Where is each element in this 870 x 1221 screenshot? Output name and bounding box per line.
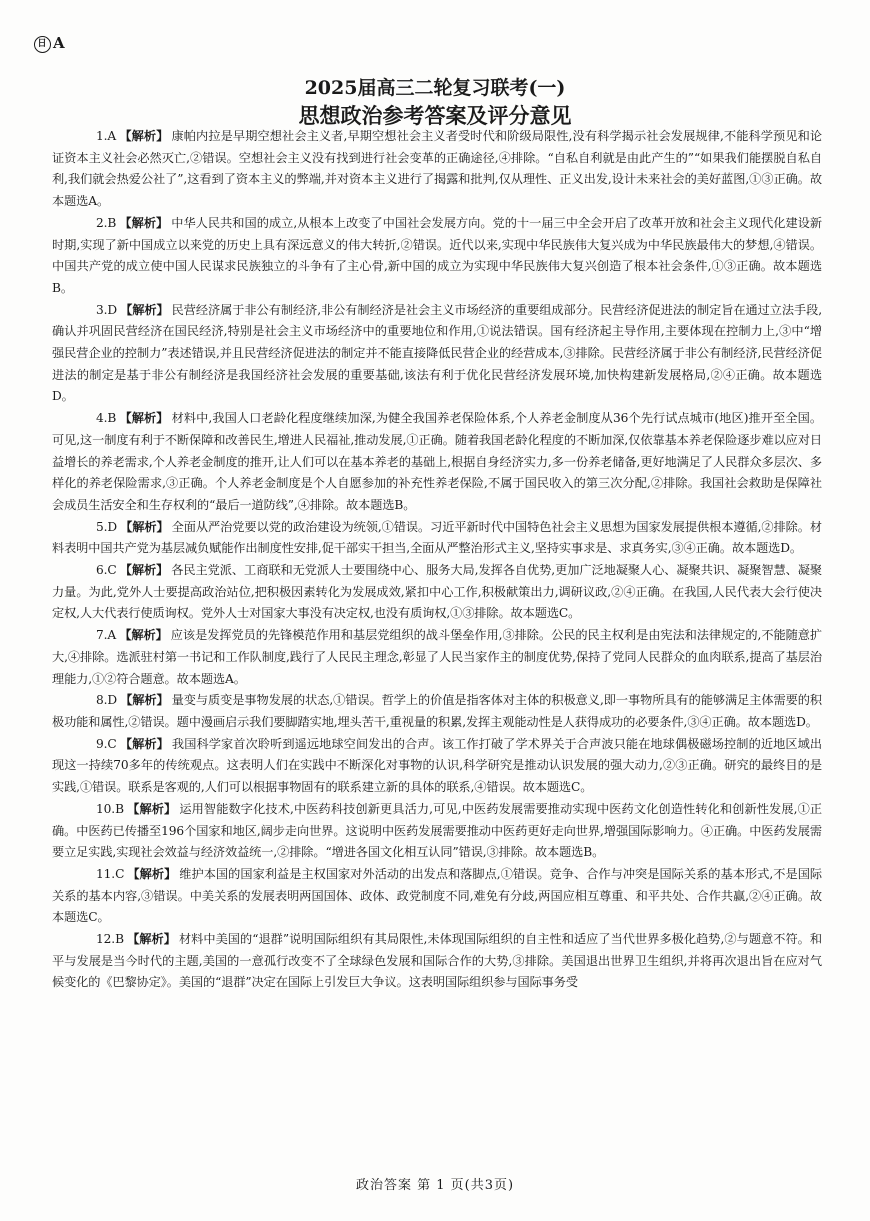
answer-item (52, 517, 822, 560)
page-footer: 政治答案 第 1 页(共3页) (355, 1178, 515, 1193)
exam-version-label: A (53, 34, 66, 52)
analysis-tag: 【解析】 (119, 628, 168, 643)
document-title: 2025届高三二轮复习联考(一) (304, 77, 566, 99)
analysis-tag: 【解析】 (126, 801, 177, 816)
answer-number: 6.C (96, 563, 117, 578)
exam-type-mark (34, 34, 66, 53)
answer-text: 中华人民共和国的成立,从根本上改变了中国社会发展方向。党的十一届三中全会开启了改革开放和社会主义现代化建设新时期,实现了新中国成立以来党的历史上具有深远意义的伟大转折,②错误。近代以来,实现中华民族伟大复兴成为中华民族最伟大的梦想,④错误。中国共产党的成立使中国人民谋求民族独立的斗争有了主心骨,新中国的成立为实现中华民族伟大复兴创造了根本社会条件,①③正确。故本题选B。 (52, 215, 822, 295)
answer-item (52, 408, 822, 517)
answer-number: 9.C (96, 736, 117, 751)
answer-number: 8.D (96, 693, 118, 708)
answer-number: 7.A (96, 628, 117, 643)
answer-number: 3.D (96, 302, 118, 317)
answer-text: 全面从严治党要以党的政治建设为统领,①错误。习近平新时代中国特色社会主义思想为国家发展提供根本遵循,②排除。材料表明中国共产党为基层减负赋能作出制度性安排,促干部实干担当,全面从严整治形式主义,坚持实事求是、求真务实,③④正确。故本题选D。 (52, 519, 823, 556)
seal-icon: 日 (34, 36, 51, 53)
answer-text: 民营经济属于非公有制经济,非公有制经济是社会主义市场经济的重要组成部分。民营经济促进法的制定旨在通过立法手段,确认并巩固民营经济在国民经济,特别是社会主义市场经济中的重要地位和作用,①说法错误。国有经济起主导作用,主要体现在控制力上,③中“增强民营企业的控制力”表述错误,并且民营经济促进法的制定并不能直接降低民营企业的经营成本,③排除。民营经济属于非公有制经济,民营经济促进法的制定是基于非公有制经济是我国经济社会发展的重要基础,该法有利于优化民营经济发展环境,加快构建新发展格局,②④正确。故本题选D。 (52, 302, 823, 404)
answer-text: 应该是发挥党员的先锋模范作用和基层党组织的战斗堡垒作用,③排除。公民的民主权利是由宪法和法律规定的,不能随意扩大,④排除。选派驻村第一书记和工作队制度,践行了人民民主理念,彰显了人民当家作主的制度优势,保持了党同人民群众的血肉联系,提高了基层治理能力,①②符合题意。故本题选A。 (52, 628, 822, 686)
analysis-tag: 【解析】 (119, 215, 169, 230)
answer-list (52, 126, 822, 994)
answer-number: 10.B (96, 801, 124, 816)
analysis-tag: 【解析】 (119, 129, 169, 143)
analysis-tag: 【解析】 (119, 736, 169, 751)
analysis-tag: 【解析】 (120, 302, 169, 317)
analysis-tag: 【解析】 (126, 932, 176, 947)
answer-item (52, 690, 822, 733)
answer-item (52, 864, 822, 929)
document-header (0, 76, 870, 130)
answer-text: 我国科学家首次聆听到遥远地球空间发出的合声。该工作打破了学术界关于合声波只能在地球偶极磁场控制的近地区域出现这一持续70多年的传统观点。这表明人们在实践中不断深化对事物的认识,科学研究是推动认识发展的强大动力,②③正确。研究的最终目的是实践,①错误。联系是客观的,人们可以根据事物固有的联系建立新的具体的联系,④错误。故本题选C。 (52, 736, 822, 795)
answer-text: 量变与质变是事物发展的状态,①错误。哲学上的价值是指客体对主体的积极意义,即一事物所具有的能够满足主体需要的积极功能和属性,②错误。题中漫画启示我们要脚踏实地,埋头苦干,重视量的积累,发挥主观能动性是人获得成功的必要条件,③④正确。故本题选D。 (52, 693, 823, 729)
answer-item (52, 734, 822, 799)
answer-number: 2.B (96, 215, 117, 230)
answer-item (52, 300, 822, 409)
answer-number: 4.B (96, 411, 117, 426)
answer-text: 康帕内拉是早期空想社会主义者,早期空想社会主义者受时代和阶级局限性,没有科学揭示社会发展规律,不能科学预见和论证资本主义社会必然灭亡,②错误。空想社会主义没有找到进行社会变革的正确途径,④排除。“自私自利就是由此产生的”“如果我们能摆脱自私自利,我们就会热爱公社了”,这看到了资本主义的弊端,并对资本主义进行了揭露和批判,仅从理性、正义出发,设计未来社会的美好蓝图,①③正确。故本题选A。 (52, 129, 822, 209)
answer-number: 5.D (96, 519, 118, 534)
analysis-tag: 【解析】 (119, 563, 169, 578)
analysis-tag: 【解析】 (119, 411, 169, 426)
answer-text: 维护本国的国家利益是主权国家对外活动的出发点和落脚点,①错误。竞争、合作与冲突是国际关系的基本形式,不是国际关系的基本内容,③错误。中美关系的发展表明两国国体、政体、政党制度不同,难免有分歧,两国应相互尊重、和平共处、合作共赢,②④正确。故本题选C。 (52, 866, 822, 925)
answer-item (52, 213, 822, 300)
analysis-tag: 【解析】 (120, 519, 169, 534)
analysis-tag: 【解析】 (120, 693, 169, 708)
answer-text: 材料中,我国人口老龄化程度继续加深,为健全我国养老保险体系,个人养老金制度从36个先行试点城市(地区)推开至全国。可见,这一制度有利于不断保障和改善民生,增进人民福祉,推动发展,①正确。随着我国老龄化程度的不断加深,仅依靠基本养老保险逐步难以应对日益增长的养老需求,个人养老金制度的推开,让人们可以在基本养老的基础上,根据自身经济实力,多一份养老储备,更好地满足了人民群众多层次、多样化的养老保险需求,③正确。个人养老金制度是个人自愿参加的补充性养老保险,不属于国民收入的第三次分配,②排除。我国社会救助是保障社会成员生活安全和生存权利的“最后一道防线”,④排除。故本题选B。 (52, 411, 822, 512)
answer-number: 12.B (96, 932, 124, 947)
answer-item (52, 929, 822, 994)
answer-text: 材料中美国的“退群”说明国际组织有其局限性,未体现国际组织的自主性和适应了当代世界多极化趋势,②与题意不符。和平与发展是当今时代的主题,美国的一意孤行改变不了全球绿色发展和国际合作的大势,③排除。美国退出世界卫生组织,并将再次退出旨在应对气候变化的《巴黎协定》。美国的“退群”决定在国际上引发巨大争议。这表明国际组织参与国际事务受 (52, 932, 822, 990)
answer-number: 11.C (96, 866, 125, 881)
answer-item (52, 799, 822, 864)
answer-item (52, 625, 822, 690)
answer-number: 1.A (96, 129, 117, 143)
answer-item (52, 560, 822, 625)
answer-text: 各民主党派、工商联和无党派人士要围绕中心、服务大局,发挥各自优势,更加广泛地凝聚人心、凝聚共识、凝聚智慧、凝聚力量。为此,党外人士要提高政治站位,把积极因素转化为发展成效,紧扣中心工作,积极献策出力,调研议政,②④正确。在我国,人民代表大会行使决定权,人大代表行使质询权。党外人士对国家大事没有决定权,也没有质询权,①③排除。故本题选C。 (52, 563, 822, 621)
document-subtitle: 思想政治参考答案及评分意见 (298, 103, 572, 128)
answer-text: 运用智能数字化技术,中医药科技创新更具活力,可见,中医药发展需要推动实现中医药文化创造性转化和创新性发展,①正确。中医药已传播至196个国家和地区,阔步走向世界。这说明中医药发展需要推动中医药更好走向世界,增强国际影响力。④正确。中医药发展需要立足实践,实现社会效益与经济效益统一,②排除。“增进各国文化相互认同”错误,③排除。故本题选B。 (52, 801, 822, 860)
analysis-tag: 【解析】 (127, 866, 177, 881)
answer-item (52, 126, 822, 213)
